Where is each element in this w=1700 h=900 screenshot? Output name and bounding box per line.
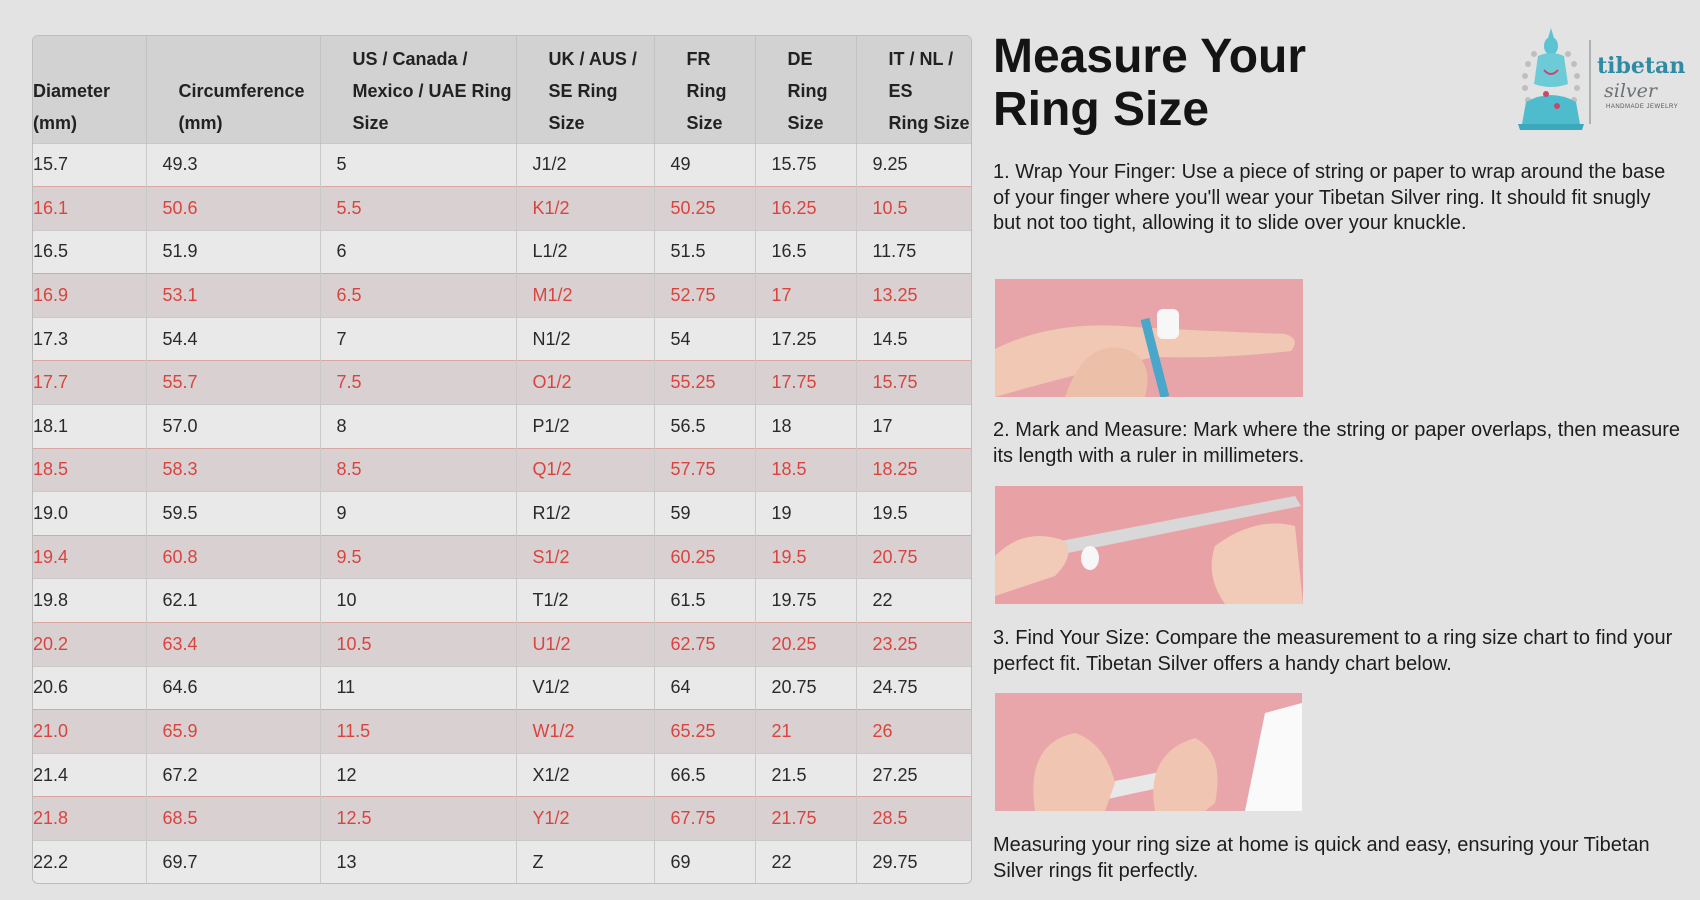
cell-value: S1/2: [532, 546, 570, 567]
table-cell: [856, 579, 971, 623]
cell-value: 54.4: [162, 328, 198, 349]
cell-value: Z: [532, 852, 544, 873]
cell-value: 55.25: [670, 372, 716, 393]
cell-value: 54: [670, 328, 691, 349]
cell-value: 61.5: [670, 590, 706, 611]
cell-value: 24.75: [872, 677, 918, 698]
header-line: Size: [686, 112, 723, 133]
cell-value: 21.5: [771, 764, 807, 785]
table-cell: [755, 579, 856, 623]
table-cell: [654, 187, 755, 231]
header-line: US / Canada /: [352, 48, 468, 69]
table-header-row: [33, 36, 971, 143]
table-cell: [146, 274, 320, 318]
table-cell: [33, 274, 146, 318]
table-cell: [146, 753, 320, 797]
cell-value: 55.7: [162, 372, 198, 393]
table-cell: [856, 753, 971, 797]
table-cell: [146, 361, 320, 405]
table-cell: [320, 579, 516, 623]
tibetan-silver-logo: [1508, 24, 1673, 134]
cell-value: 15.7: [33, 154, 69, 175]
logo-wordmark-bottom: silver: [1604, 80, 1657, 102]
cell-value: 18.5: [33, 459, 69, 480]
header-uk-size: [516, 36, 654, 143]
cell-value: 28.5: [872, 808, 908, 829]
cell-value: 12: [336, 764, 357, 785]
table-cell: [755, 492, 856, 536]
table-cell: [755, 535, 856, 579]
table-cell: [516, 579, 654, 623]
cell-value: 22: [872, 590, 893, 611]
table-cell: [33, 317, 146, 361]
table-cell: [146, 405, 320, 449]
cell-value: 22.2: [33, 852, 69, 873]
ring-size-table: [32, 35, 972, 884]
table-cell: [516, 361, 654, 405]
cell-value: 11.5: [336, 721, 371, 742]
cell-value: 7: [336, 328, 347, 349]
table-cell: [755, 753, 856, 797]
cell-value: 8.5: [336, 459, 362, 480]
cell-value: P1/2: [532, 415, 570, 436]
cell-value: 50.25: [670, 197, 716, 218]
table-cell: [146, 841, 320, 885]
cell-value: 15.75: [771, 154, 817, 175]
table-cell: [516, 623, 654, 667]
cell-value: 19.0: [33, 503, 69, 524]
title-line-1: Measure Your: [993, 30, 1307, 83]
cell-value: 19.75: [771, 590, 817, 611]
cell-value: 20.75: [771, 677, 817, 698]
page-title: [993, 30, 1413, 136]
cell-value: 12.5: [336, 808, 372, 829]
table-row: [33, 317, 971, 361]
cell-value: 18.1: [33, 415, 69, 436]
table-cell: [516, 317, 654, 361]
table-cell: [33, 143, 146, 187]
cell-value: 59.5: [162, 503, 198, 524]
cell-value: 20.6: [33, 677, 69, 698]
table-row: [33, 797, 971, 841]
table-cell: [146, 666, 320, 710]
table-cell: [516, 492, 654, 536]
header-de-size: [755, 36, 856, 143]
cell-value: 57.0: [162, 415, 198, 436]
cell-value: 27.25: [872, 764, 918, 785]
cell-value: 20.75: [872, 546, 918, 567]
cell-value: V1/2: [532, 677, 570, 698]
header-line: Circumference: [178, 80, 305, 101]
cell-value: M1/2: [532, 285, 573, 306]
cell-value: 52.75: [670, 285, 716, 306]
cell-value: 18.25: [872, 459, 918, 480]
table-cell: [755, 230, 856, 274]
cell-value: 20.25: [771, 633, 817, 654]
table-cell: [320, 361, 516, 405]
header-line: Diameter: [33, 80, 111, 101]
cell-value: 23.25: [872, 633, 918, 654]
table-cell: [320, 666, 516, 710]
cell-value: 65.9: [162, 721, 198, 742]
table-cell: [856, 405, 971, 449]
cell-value: 5: [336, 154, 347, 175]
header-line: IT / NL / ES: [888, 48, 954, 101]
cell-value: 13.25: [872, 285, 918, 306]
step-1-text: 1. Wrap Your Finger: Use a piece of string or paper to wrap around the base of your finger where you'll wear your Tibetan Silver ring. It should fit snugly but not too tight, allowing it to slide over your knuckle.: [993, 161, 1666, 234]
cell-value: 26: [872, 721, 893, 742]
cell-value: 67.75: [670, 808, 716, 829]
header-line: UK / AUS /: [548, 48, 637, 69]
table-row: [33, 143, 971, 187]
cell-value: 57.75: [670, 459, 716, 480]
table-cell: [33, 230, 146, 274]
header-line: Mexico / UAE Ring: [352, 80, 512, 101]
table-row: [33, 405, 971, 449]
cell-value: 16.5: [33, 241, 69, 262]
table-cell: [516, 841, 654, 885]
table-cell: [516, 753, 654, 797]
table-cell: [33, 797, 146, 841]
cell-value: 21.4: [33, 764, 69, 785]
table-cell: [516, 230, 654, 274]
table-row: [33, 274, 971, 318]
table-cell: [146, 710, 320, 754]
table-cell: [146, 187, 320, 231]
cell-value: 5.5: [336, 197, 362, 218]
table-cell: [654, 492, 755, 536]
table-cell: [856, 317, 971, 361]
title-line-2: Ring Size: [993, 83, 1210, 136]
step-3-photo: [995, 693, 1302, 811]
header-line: DE Ring: [787, 48, 828, 101]
table-cell: [33, 753, 146, 797]
header-fr-size: [654, 36, 755, 143]
cell-value: 19.4: [33, 546, 69, 567]
cell-value: 10: [336, 590, 357, 611]
table-cell: [320, 143, 516, 187]
table-row: [33, 579, 971, 623]
table-cell: [320, 623, 516, 667]
table-cell: [516, 666, 654, 710]
header-line: SE Ring Size: [548, 80, 618, 133]
cell-value: 16.9: [33, 285, 69, 306]
table-cell: [755, 187, 856, 231]
table-cell: [516, 710, 654, 754]
cell-value: 64.6: [162, 677, 198, 698]
table-cell: [856, 535, 971, 579]
table-cell: [654, 753, 755, 797]
cell-value: 19.5: [771, 546, 807, 567]
cell-value: 67.2: [162, 764, 198, 785]
table-cell: [146, 143, 320, 187]
cell-value: 9.25: [872, 154, 908, 175]
cell-value: 6: [336, 241, 347, 262]
cell-value: R1/2: [532, 503, 571, 524]
table-cell: [33, 579, 146, 623]
table-cell: [33, 405, 146, 449]
cell-value: 66.5: [670, 764, 706, 785]
table-cell: [320, 317, 516, 361]
header-line: Size: [787, 112, 824, 133]
table-cell: [654, 317, 755, 361]
cell-value: 7.5: [336, 372, 362, 393]
cell-value: 60.25: [670, 546, 716, 567]
table-cell: [33, 361, 146, 405]
table-cell: [33, 666, 146, 710]
cell-value: 21.8: [33, 808, 69, 829]
table-cell: [516, 535, 654, 579]
cell-value: T1/2: [532, 590, 569, 611]
table-row: [33, 230, 971, 274]
header-diameter: [33, 36, 146, 143]
table-cell: [654, 448, 755, 492]
table-row: [33, 187, 971, 231]
table-cell: [33, 187, 146, 231]
cell-value: K1/2: [532, 197, 570, 218]
cell-value: 69.7: [162, 852, 198, 873]
table-cell: [654, 797, 755, 841]
cell-value: L1/2: [532, 241, 568, 262]
table-cell: [146, 797, 320, 841]
cell-value: 17.3: [33, 328, 69, 349]
table-cell: [856, 143, 971, 187]
table-cell: [146, 579, 320, 623]
table-cell: [856, 274, 971, 318]
table-row: [33, 753, 971, 797]
cell-value: 68.5: [162, 808, 198, 829]
table-row: [33, 492, 971, 536]
table-cell: [654, 361, 755, 405]
cell-value: 19.8: [33, 590, 69, 611]
table-cell: [320, 753, 516, 797]
table-row: [33, 361, 971, 405]
step-2-photo: [995, 486, 1303, 604]
cell-value: 49.3: [162, 154, 198, 175]
cell-value: 21.0: [33, 721, 69, 742]
table-cell: [516, 143, 654, 187]
table-row: [33, 623, 971, 667]
cell-value: 11.75: [872, 241, 917, 262]
table-cell: [654, 841, 755, 885]
table-cell: [654, 143, 755, 187]
cell-value: 56.5: [670, 415, 706, 436]
cell-value: Q1/2: [532, 459, 572, 480]
cell-value: 17.25: [771, 328, 817, 349]
table-cell: [856, 623, 971, 667]
cell-value: 21: [771, 721, 792, 742]
cell-value: 51.9: [162, 241, 198, 262]
cell-value: 17.75: [771, 372, 817, 393]
cell-value: 17: [771, 285, 792, 306]
cell-value: 59: [670, 503, 691, 524]
table-cell: [146, 230, 320, 274]
table-row: [33, 535, 971, 579]
cell-value: 6.5: [336, 285, 362, 306]
table-cell: [33, 535, 146, 579]
cell-value: W1/2: [532, 721, 575, 742]
header-it-size: [856, 36, 971, 143]
table-cell: [320, 797, 516, 841]
table-cell: [654, 623, 755, 667]
cell-value: 16.25: [771, 197, 817, 218]
table-cell: [320, 405, 516, 449]
table-cell: [146, 535, 320, 579]
cell-value: 10.5: [872, 197, 908, 218]
table-cell: [755, 361, 856, 405]
table-cell: [516, 405, 654, 449]
table-cell: [320, 230, 516, 274]
table-cell: [856, 666, 971, 710]
cell-value: 17: [872, 415, 893, 436]
table-cell: [320, 841, 516, 885]
table-cell: [755, 405, 856, 449]
table-cell: [654, 579, 755, 623]
table-cell: [146, 448, 320, 492]
table-cell: [320, 535, 516, 579]
step-2-text: 2. Mark and Measure: Mark where the string or paper overlaps, then measure its length with a ruler in millimeters.: [993, 419, 1680, 467]
table-cell: [856, 797, 971, 841]
table-cell: [33, 448, 146, 492]
cell-value: 19.5: [872, 503, 908, 524]
table-cell: [755, 841, 856, 885]
cell-value: 15.75: [872, 372, 918, 393]
cell-value: 62.75: [670, 633, 716, 654]
cell-value: 17.7: [33, 372, 69, 393]
cell-value: 14.5: [872, 328, 908, 349]
table-cell: [516, 274, 654, 318]
table-cell: [146, 623, 320, 667]
step-1-photo: [995, 279, 1303, 397]
table-cell: [856, 710, 971, 754]
cell-value: 21.75: [771, 808, 817, 829]
table-row: [33, 666, 971, 710]
table-cell: [856, 230, 971, 274]
cell-value: 58.3: [162, 459, 198, 480]
cell-value: N1/2: [532, 328, 571, 349]
cell-value: 10.5: [336, 633, 372, 654]
table-cell: [755, 710, 856, 754]
cell-value: 16.1: [33, 197, 69, 218]
header-line: FR Ring: [686, 48, 727, 101]
cell-value: 19: [771, 503, 792, 524]
table-cell: [33, 710, 146, 754]
cell-value: J1/2: [532, 154, 567, 175]
table-cell: [856, 448, 971, 492]
cell-value: Y1/2: [532, 808, 570, 829]
cell-value: 60.8: [162, 546, 198, 567]
table-cell: [654, 230, 755, 274]
header-line: Size: [352, 112, 389, 133]
cell-value: 62.1: [162, 590, 198, 611]
cell-value: 69: [670, 852, 691, 873]
table-cell: [755, 143, 856, 187]
cell-value: 64: [670, 677, 691, 698]
table-cell: [654, 274, 755, 318]
header-line: (mm): [33, 112, 77, 133]
table-cell: [755, 797, 856, 841]
table-cell: [755, 666, 856, 710]
table-cell: [516, 448, 654, 492]
cell-value: 63.4: [162, 633, 198, 654]
cell-value: 16.5: [771, 241, 807, 262]
table-cell: [654, 710, 755, 754]
step-3-text: 3. Find Your Size: Compare the measurement to a ring size chart to find your perfect fit. Tibetan Silver offers a handy chart below.: [993, 627, 1673, 675]
cell-value: 22: [771, 852, 792, 873]
table-row: [33, 448, 971, 492]
cell-value: 9.5: [336, 546, 362, 567]
header-us-size: [320, 36, 516, 143]
logo-wordmark-top: tibetan: [1597, 53, 1686, 79]
cell-value: 11: [336, 677, 356, 698]
table-cell: [516, 187, 654, 231]
table-cell: [856, 492, 971, 536]
cell-value: 9: [336, 503, 347, 524]
cell-value: 50.6: [162, 197, 198, 218]
table-cell: [516, 797, 654, 841]
table-row: [33, 710, 971, 754]
table-cell: [755, 623, 856, 667]
table-cell: [320, 492, 516, 536]
table-cell: [654, 405, 755, 449]
table-cell: [146, 317, 320, 361]
cell-value: 8: [336, 415, 347, 436]
table-cell: [320, 274, 516, 318]
logo-tagline: HANDMADE JEWELRY: [1606, 104, 1679, 110]
table-cell: [856, 361, 971, 405]
table-cell: [320, 448, 516, 492]
table-row: [33, 841, 971, 885]
table-cell: [146, 492, 320, 536]
table-cell: [320, 710, 516, 754]
cell-value: 18: [771, 415, 792, 436]
buddha-figure-icon: [1508, 24, 1673, 134]
cell-value: 65.25: [670, 721, 716, 742]
table-cell: [856, 841, 971, 885]
cell-value: U1/2: [532, 633, 571, 654]
cell-value: 20.2: [33, 633, 69, 654]
header-circumference: [146, 36, 320, 143]
table-cell: [755, 317, 856, 361]
cell-value: 53.1: [162, 285, 198, 306]
cell-value: 13: [336, 852, 357, 873]
table-cell: [33, 492, 146, 536]
table-cell: [856, 187, 971, 231]
header-line: Ring Size: [888, 112, 970, 133]
cell-value: 49: [670, 154, 691, 175]
cell-value: 29.75: [872, 852, 918, 873]
table-cell: [755, 448, 856, 492]
table-cell: [654, 535, 755, 579]
cell-value: X1/2: [532, 764, 570, 785]
closing-text: Measuring your ring size at home is quick and easy, ensuring your Tibetan Silver rings fit perfectly.: [993, 834, 1650, 882]
table-cell: [320, 187, 516, 231]
table-cell: [755, 274, 856, 318]
cell-value: O1/2: [532, 372, 572, 393]
cell-value: 51.5: [670, 241, 706, 262]
header-line: (mm): [178, 112, 223, 133]
table-cell: [33, 623, 146, 667]
table-cell: [654, 666, 755, 710]
table-cell: [33, 841, 146, 885]
cell-value: 18.5: [771, 459, 807, 480]
